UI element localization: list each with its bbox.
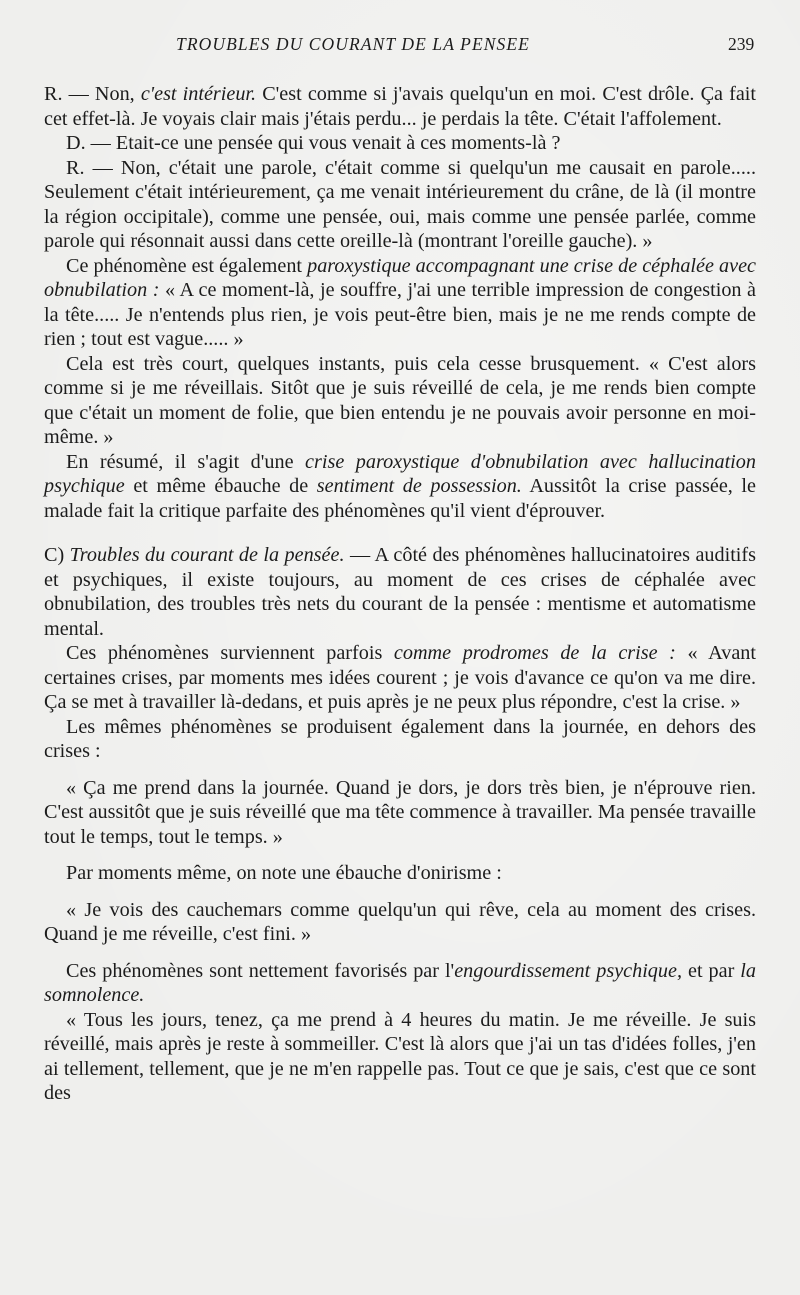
italic-run: c'est intérieur. [140,83,257,105]
text-run: R. — Non, [44,83,141,105]
italic-run: engourdissement psychique, [454,959,683,982]
paragraph [44,715,756,764]
text-run: « Tous les jours, tenez, ça me prend à 4 heures du matin. Je me réveille. Je suis réveillé, mais après je reste à sommeiller. C'est là alors que j'ai un tas d'idées folles, j'en ai tellement, tellement, que je ne m'en rappelle pas. Tout ce que je sais, c'est que ce sont des [44,1008,756,1104]
text-run: « A ce moment-là, je souffre, j'ai une terrible impression de congestion à la tête..... Je n'entends plus rien, je vois peut-être bien, mais je ne me rends compte de rien ; tout est vague..... » [44,279,756,350]
paragraph [44,156,756,254]
paragraph [44,861,756,886]
text-run: Aussitôt la crise passée, le malade fait la critique parfaite des phénomènes qu'il vient d'éprouver. [44,475,757,522]
text-run: D. — Etait-ce une pensée qui vous venait à ces moments-là ? [66,132,561,154]
page-number: 239 [728,34,755,54]
text-run: En résumé, il s'agit d'une [66,450,306,473]
quote-paragraph [44,776,756,850]
paragraph [44,131,756,156]
quote-paragraph [44,1008,756,1106]
paragraph [44,641,756,715]
text-run: Ces phénomènes sont nettement favorisés par l' [66,959,455,982]
running-head [0,34,800,58]
text-run: Cela est très court, quelques instants, puis cela cesse brusquement. « C'est alors comme si je me réveillais. Sitôt que je suis réveillé de cela, je me rends bien compte que c'était un moment de folie, que bien entendu je ne pouvais avoir personne en moi-même. » [44,352,756,448]
section-paragraph [44,543,756,641]
paragraph [44,82,756,131]
italic-run: crise paroxystique d'obnubilation avec hallucination psychique [44,450,756,497]
text-run: et même ébauche de [124,475,317,497]
paragraph [44,959,756,1008]
text-run: « Je vois des cauchemars comme quelqu'un qui rêve, cela au moment des crises. Quand je me réveille, c'est fini. » [44,898,756,945]
italic-run: Troubles du courant de la pensée. [69,544,345,566]
italic-run: sentiment de possession. [316,475,522,497]
paragraph [44,352,756,450]
quote-paragraph [44,898,756,947]
paragraph [44,254,756,352]
text-run: Ces phénomènes surviennent parfois [66,642,394,664]
text-run: Ce phénomène est également [66,254,308,277]
italic-run: paroxystique accompagnant une crise de céphalée avec obnubilation : [44,254,756,301]
text-run: « Avant certaines crises, par moments mes idées courent ; je vois d'avance ce qu'on va me dire. Ça se met à travailler là-dedans, et puis après je ne peux plus répondre, c'est la crise. » [44,642,756,713]
text-run: — A côté des phénomènes hallucinatoires auditifs et psychiques, il existe toujours, au moment de ces crises de céphalée avec obnubilation, des troubles très nets du courant de la pensée : mentisme et automatisme mental. [44,544,756,640]
running-title: TROUBLES DU COURANT DE LA PENSEE [176,34,530,54]
text-run: Les mêmes phénomènes se produisent également dans la journée, en dehors des crises : [44,715,756,762]
text-run: C) [44,544,70,566]
paragraph [44,450,756,524]
text-run: Par moments même, on note une ébauche d'onirisme : [66,862,502,884]
text-run: « Ça me prend dans la journée. Quand je dors, je dors très bien, je n'éprouve rien. C'est aussitôt que je suis réveillé que ma tête commence à travailler. Ma pensée travaille tout le temps, tout le temps. » [44,776,756,848]
body-text [44,82,756,1106]
text-run: C'est comme si j'avais quelqu'un en moi. C'est drôle. Ça fait cet effet-là. Je voyais clair mais j'étais perdu... je perdais la tête. C'était l'affolement. [44,83,756,130]
text-run: et par [682,959,741,982]
italic-run: la somnolence. [44,959,756,1006]
text-run: R. — Non, c'était une parole, c'était comme si quelqu'un me causait en parole..... Seulement c'était intérieurement, ça me venait intérieurement du crâne, de là (il montre la région occipitale), comme une pensée, oui, mais comme une pensée parlée, comme parole qui résonnait aussi dans cette oreille-là (montrant l'oreille gauche). » [44,156,756,252]
italic-run: comme prodromes de la crise : [393,642,676,664]
